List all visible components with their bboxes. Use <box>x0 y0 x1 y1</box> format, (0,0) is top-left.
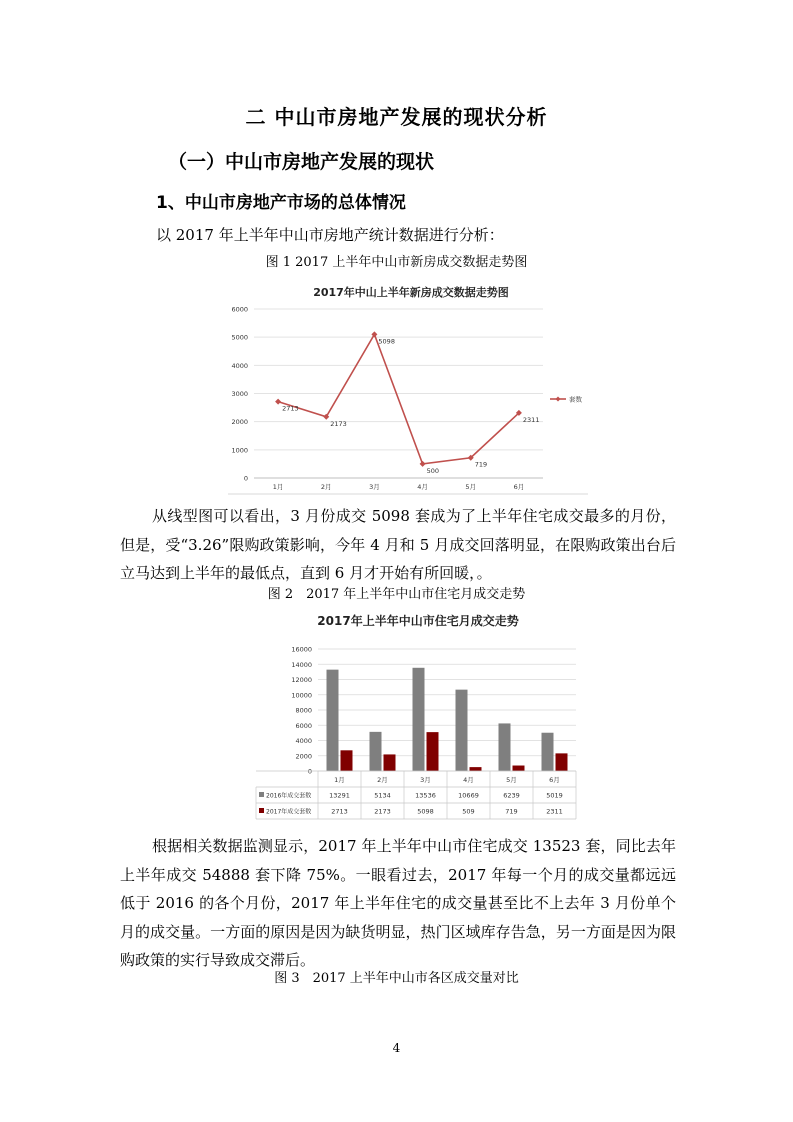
y-tick-label: 5000 <box>231 333 248 342</box>
data-label: 2311 <box>522 415 540 424</box>
y-tick-label: 0 <box>307 767 312 776</box>
x-tick-label: 4月 <box>417 483 428 491</box>
y-tick-label: 8000 <box>295 706 312 715</box>
bar <box>513 766 525 771</box>
subsubsection-heading: 1、中山市房地产市场的总体情况 <box>156 193 406 213</box>
data-label: 2173 <box>330 419 347 428</box>
y-tick-label: 6000 <box>231 305 248 314</box>
figure3-caption: 图 3 2017 上半年中山市各区成交量对比 <box>274 971 519 986</box>
section-heading: 二 中山市房地产发展的现状分析 <box>245 105 548 129</box>
intro-text: 以 2017 年上半年中山市房地产统计数据进行分析： <box>156 226 504 244</box>
data-point <box>420 461 426 467</box>
bar <box>341 750 353 771</box>
y-tick-label: 0 <box>243 474 248 483</box>
x-tick-label: 4月 <box>463 776 474 784</box>
table-cell: 5098 <box>417 807 434 816</box>
figure2-caption: 图 2 2017 年上半年中山市住宅月成交走势 <box>267 587 526 602</box>
series-line <box>278 334 519 464</box>
table-cell: 509 <box>462 807 475 816</box>
bar <box>370 732 382 771</box>
y-tick-label: 6000 <box>295 721 312 730</box>
x-tick-label: 6月 <box>513 483 525 491</box>
line-chart-title: 2017年中山上半年新房成交数据走势图 <box>313 286 509 299</box>
bar <box>499 723 511 771</box>
bar <box>556 753 568 771</box>
bar <box>384 754 396 771</box>
y-tick-label: 1000 <box>231 446 248 455</box>
table-cell: 13291 <box>329 791 350 800</box>
table-cell: 5019 <box>546 791 563 800</box>
table-cell: 719 <box>505 807 518 816</box>
y-tick-label: 4000 <box>295 737 312 745</box>
table-cell: 6239 <box>503 791 520 800</box>
subsection-heading: （一）中山市房地产发展的现状 <box>168 151 435 173</box>
data-label: 5098 <box>378 337 395 346</box>
y-tick-label: 3000 <box>231 390 248 398</box>
x-tick-label: 2月 <box>377 776 388 784</box>
x-tick-label: 3月 <box>369 483 380 491</box>
x-tick-label: 6月 <box>549 776 560 784</box>
bar-chart-title: 2017年上半年中山市住宅月成交走势 <box>317 614 519 628</box>
legend-label: 2016年成交套数 <box>266 792 312 800</box>
line-chart <box>228 273 588 495</box>
legend-swatch <box>259 792 264 797</box>
y-tick-label: 12000 <box>291 676 312 684</box>
data-label: 719 <box>474 460 488 469</box>
bar <box>456 690 468 771</box>
y-tick-label: 16000 <box>291 645 312 654</box>
paragraph-2: 根据相关数据监测显示，2017 年上半年中山市住宅成交 13523 套，同比去年上半年成交 54888 套下降 75%。一眼看过去，2017 年每一个月的成交量都远远低于 2016 的各个月份，2017 年上半年住宅的成交量甚至比不上去年 3 月份单个月的成交量。一方面的原因是因为缺货明显，热门区域库存告急，另一方面是因为限购政策的实行导致成交滞后。 <box>120 837 676 969</box>
bar-chart <box>254 607 584 825</box>
legend-label: 2017年成交套数 <box>266 808 312 816</box>
bar <box>327 670 339 771</box>
paragraph-1: 从线型图可以看出，3 月份成交 5098 套成为了上半年住宅成交最多的月份，但是，受“3.26”限购政策影响，今年 4 月和 5 月成交回落明显，在限购政策出台后立马达到上半年的最低点，直到 6 月才开始有所回暖，。 <box>120 507 676 582</box>
table-cell: 2311 <box>546 807 563 816</box>
bar <box>413 668 425 771</box>
x-tick-label: 5月 <box>506 776 517 784</box>
table-cell: 5134 <box>374 791 391 800</box>
y-tick-label: 14000 <box>291 660 312 669</box>
bar <box>427 732 439 771</box>
table-cell: 2713 <box>331 807 348 816</box>
table-cell: 13536 <box>415 791 436 800</box>
bar <box>542 733 554 771</box>
data-point <box>275 399 281 405</box>
x-tick-label: 5月 <box>465 483 477 491</box>
data-label: 2713 <box>282 404 299 413</box>
x-tick-label: 2月 <box>320 483 332 491</box>
table-cell: 10669 <box>458 791 479 800</box>
x-tick-label: 3月 <box>420 776 431 784</box>
y-tick-label: 4000 <box>231 361 248 370</box>
bar <box>470 767 482 771</box>
y-tick-label: 10000 <box>291 691 312 700</box>
page-number: 4 <box>392 1041 401 1055</box>
legend-marker <box>556 397 561 402</box>
figure1-caption: 图 1 2017 上半年中山市新房成交数据走势图 <box>265 255 528 270</box>
legend-swatch <box>259 808 264 813</box>
y-tick-label: 2000 <box>231 418 248 427</box>
data-label: 500 <box>426 466 440 475</box>
x-tick-label: 1月 <box>272 483 284 491</box>
y-tick-label: 2000 <box>295 752 312 761</box>
x-tick-label: 1月 <box>334 776 345 784</box>
table-cell: 2173 <box>374 807 391 816</box>
legend-label: 套数 <box>569 395 582 404</box>
